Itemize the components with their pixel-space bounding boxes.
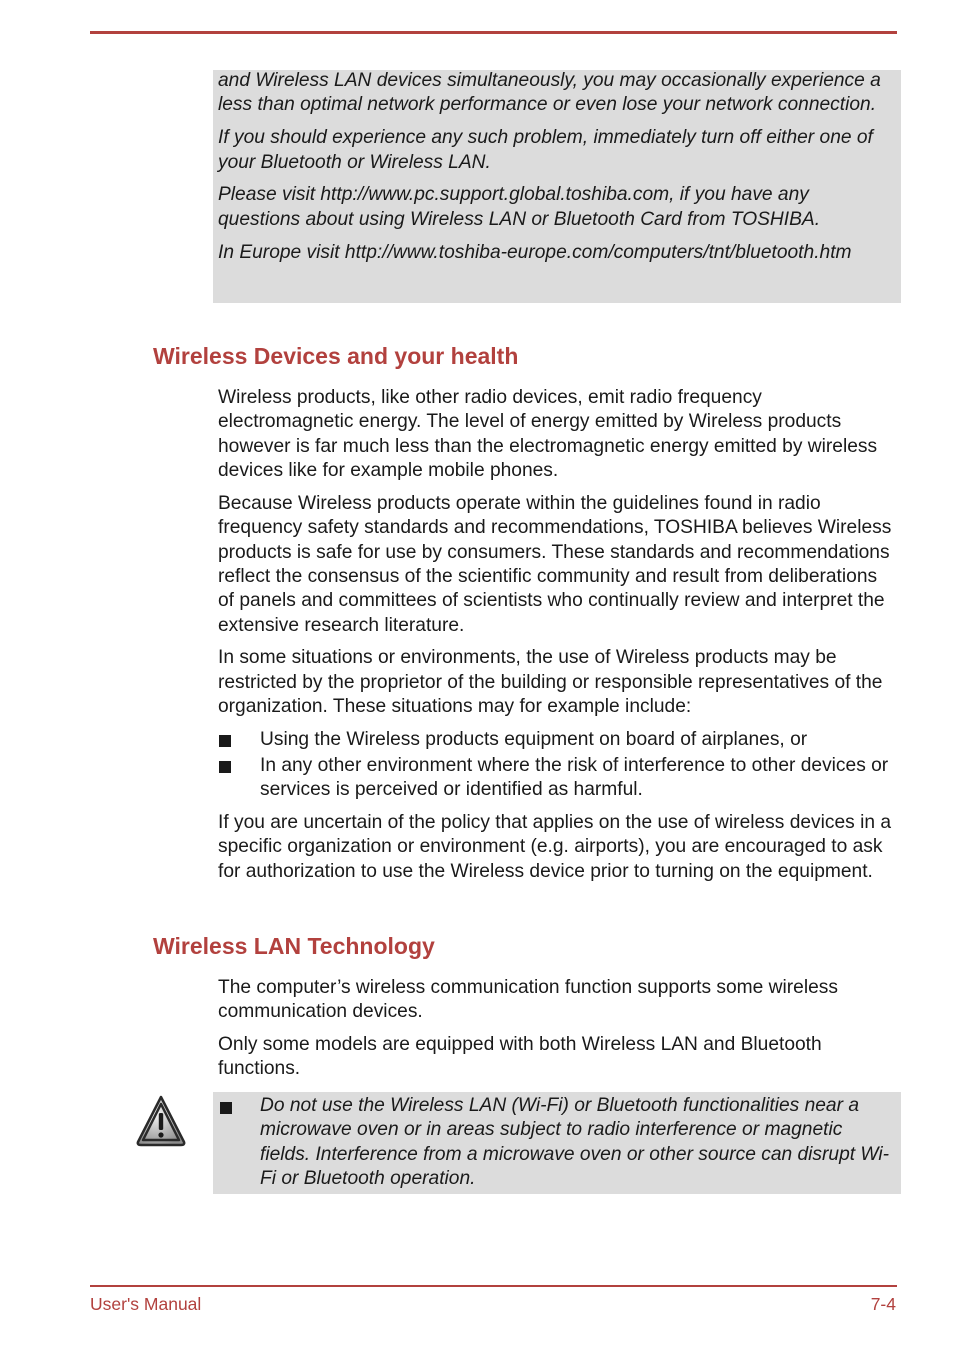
note-paragraph: and Wireless LAN devices simultaneously, you may occasionally experience a less than optimal network performance or even lose your network connection.: [218, 70, 881, 116]
list-item: [218, 754, 898, 803]
body-paragraph: Wireless products, like other radio devices, emit radio frequency electromagnetic energy. The level of energy emitted by Wireless products however is far much less than the electromagnetic energy emitted by wireless devices like for example mobile phones.: [218, 387, 878, 482]
page-number: 7-4: [870, 1294, 896, 1314]
bullet-list: [218, 728, 898, 803]
section-heading-health: Wireless Devices and your health: [153, 343, 519, 369]
note-paragraph: In Europe visit http://www.toshiba-europe.com/computers/tnt/bluetooth.htm: [218, 241, 852, 263]
warning-triangle-icon: [136, 1095, 186, 1147]
list-item: [218, 1094, 896, 1192]
footer-rule: [90, 1285, 897, 1287]
header-rule: [90, 31, 897, 34]
body-paragraph: If you are uncertain of the policy that applies on the use of wireless devices in a specific organization or environment (e.g. airports), you are encouraged to ask for authorization to use the Wireless device prior to turning on the equipment.: [218, 811, 892, 882]
bullet-list: [218, 1094, 896, 1192]
body-paragraph: The computer’s wireless communication function supports some wireless communication devices.: [218, 977, 838, 1023]
note-paragraph: Please visit http://www.pc.support.global.toshiba.com, if you have any questions about using Wireless LAN or Bluetooth Card from TOSHIBA.: [218, 184, 821, 230]
list-item: [218, 728, 898, 752]
bullet-square-icon: [219, 735, 231, 747]
section-health-body: [218, 386, 898, 892]
note-box-bluetooth-interference: [213, 70, 901, 303]
body-paragraph: In some situations or environments, the use of Wireless products may be restricted by the proprietor of the building or responsible representatives of the organization. These situations may for example include:: [218, 647, 883, 718]
bullet-square-icon: [220, 1102, 232, 1114]
body-paragraph: Only some models are equipped with both Wireless LAN and Bluetooth functions.: [218, 1034, 822, 1080]
bullet-square-icon: [219, 761, 231, 773]
list-item-text: In any other environment where the risk of interference to other devices or services is perceived or identified as harmful.: [260, 754, 889, 801]
section-wlan-body: [218, 976, 898, 1090]
body-paragraph: Because Wireless products operate within the guidelines found in radio frequency safety standards and recommendations, TOSHIBA believes Wireless products is safe for use by consumers. These standards and recommendations reflect the consensus of the scientific community and result from deliberations of panels and committees of scientists who continually review and interpret the extensive research literature.: [218, 492, 892, 636]
caution-box-microwave: [213, 1092, 901, 1194]
list-item-text: Using the Wireless products equipment on board of airplanes, or: [260, 728, 808, 750]
note-paragraph: If you should experience any such problem, immediately turn off either one of your Bluetooth or Wireless LAN.: [218, 127, 873, 173]
section-heading-wlan: Wireless LAN Technology: [153, 933, 435, 959]
list-item-text: Do not use the Wireless LAN (Wi-Fi) or Bluetooth functionalities near a microwave oven or in areas subject to radio interference or magnetic fields. Interference from a microwave oven or other source can disrupt Wi-Fi or Bluetooth operation.: [260, 1095, 890, 1190]
footer-manual-title: User's Manual: [90, 1294, 202, 1314]
